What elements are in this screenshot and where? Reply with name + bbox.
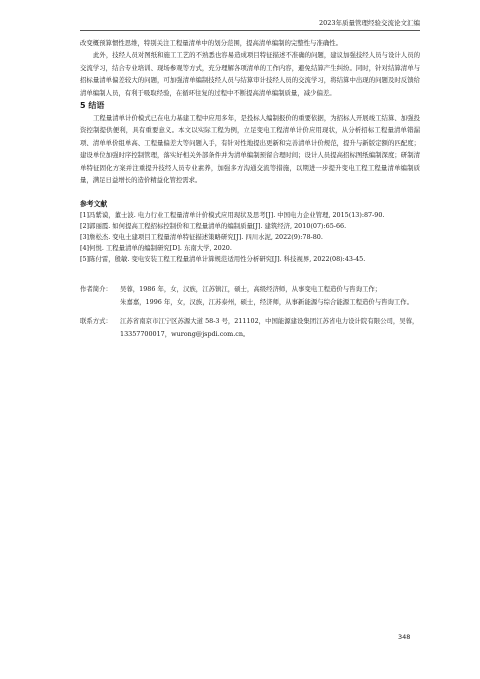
reference-list [80,210,420,265]
references-title: 参考文献 [80,200,108,209]
contact-text: 江苏省南京市江宁区苏源大道 58-3 号，211102，中国能源建设集团江苏省电力设计院有限公司，吴蓉，13357700017，wurong@jspdi.com.cn。 [120,317,419,339]
contact-info [80,315,420,341]
author-bio [80,283,420,341]
running-header: 2023年质量管理经验交流论文汇编 [318,19,420,27]
author-bio-label: 作者简介： [80,285,112,294]
reference-item: [5]陈付雷，殷敏. 变电安装工程工程量清单计算规范适用性分析研究[J]. 科技视界, 2022(08):43-45. [80,255,366,264]
paragraph-continuation: 改变概预算惯性思维，特别关注工程量清单中的划分范围，提高清单编制的完整性与准确性。 [80,39,343,47]
paragraph-recommendations: 此外，技经人员对图纸和施工工艺的不熟悉也容易造成项目特征描述不准确的问题，建议加强技经人员与设计人员的交流学习，结合专业培训、现场参观等方式，充分理解各项清单的工作内容，避免结算产生纠纷。同时，针对结算清单与招标量清单偏差较大的问题，可加强清单编制技经人员与结算审计技经人员的交流学习，将结算中出现的问题及时反馈给清单编制人员，有利于吸取经验，在循环往复的过程中不断提高清单编制质量，减少偏差。 [80,51,420,97]
reference-item: [2]郭丽霞. 如何提高工程招标控制价和工程量清单的编制质量[J]. 建筑经济, 2010(07):65-66. [80,222,347,231]
author-bio-line: 朱嘉嘉，1996 年，女，汉族，江苏泰州，硕士，经济师，从事新能源与综合能源工程造价与咨询工作。 [120,298,414,307]
contact-label: 联系方式： [80,317,112,326]
reference-item: [4]何悦. 工程量清单的编制研究[D]. 东南大学, 2020. [80,244,232,253]
section-heading: 5 结语 [80,101,105,111]
reference-item: [1]冯紫谟，董士波. 电力行业工程量清单计价模式应用现状及思考[J]. 中国电力企业管理, 2015(13):87-90. [80,211,385,220]
header-rule [80,30,420,31]
author-bio-line: 吴蓉，1986 年，女，汉族，江苏镇江，硕士，高级经济师，从事变电工程造价与咨询工作； [120,285,382,294]
page-body [80,37,420,341]
reference-item: [3]詹松杰. 变电土建项目工程量清单特征描述策略研究[J]. 四川水泥, 2022(9):78-80. [80,233,323,242]
page-number: 348 [398,633,411,641]
conclusion-paragraph: 工程量清单计价模式已在电力基建工程中应用多年，是投标人编制报价的重要依据，为招标人开展竣工结算、加强投资控制提供便利，具有重要意义。本文以实际工程为例，立足变电工程清单计价应用现状，从分析招标工程量清单错漏项、清单单价组单高、工程量偏差大等问题入手，有针对性地提出更新和完善清单计价规范，提升与新版定额的匹配度；建设单位加强时序控制管理，落实好相关外部条件并为清单编制预留合理时间；设计人员提高招标图纸编制深度；研制清单特征固化方案并注重提升技经人员专业素养，加强多方沟通交流等措施，以期进一步提升变电工程工程量清单编制质量，满足日益增长的造价精益化管控需求。 [80,114,420,185]
